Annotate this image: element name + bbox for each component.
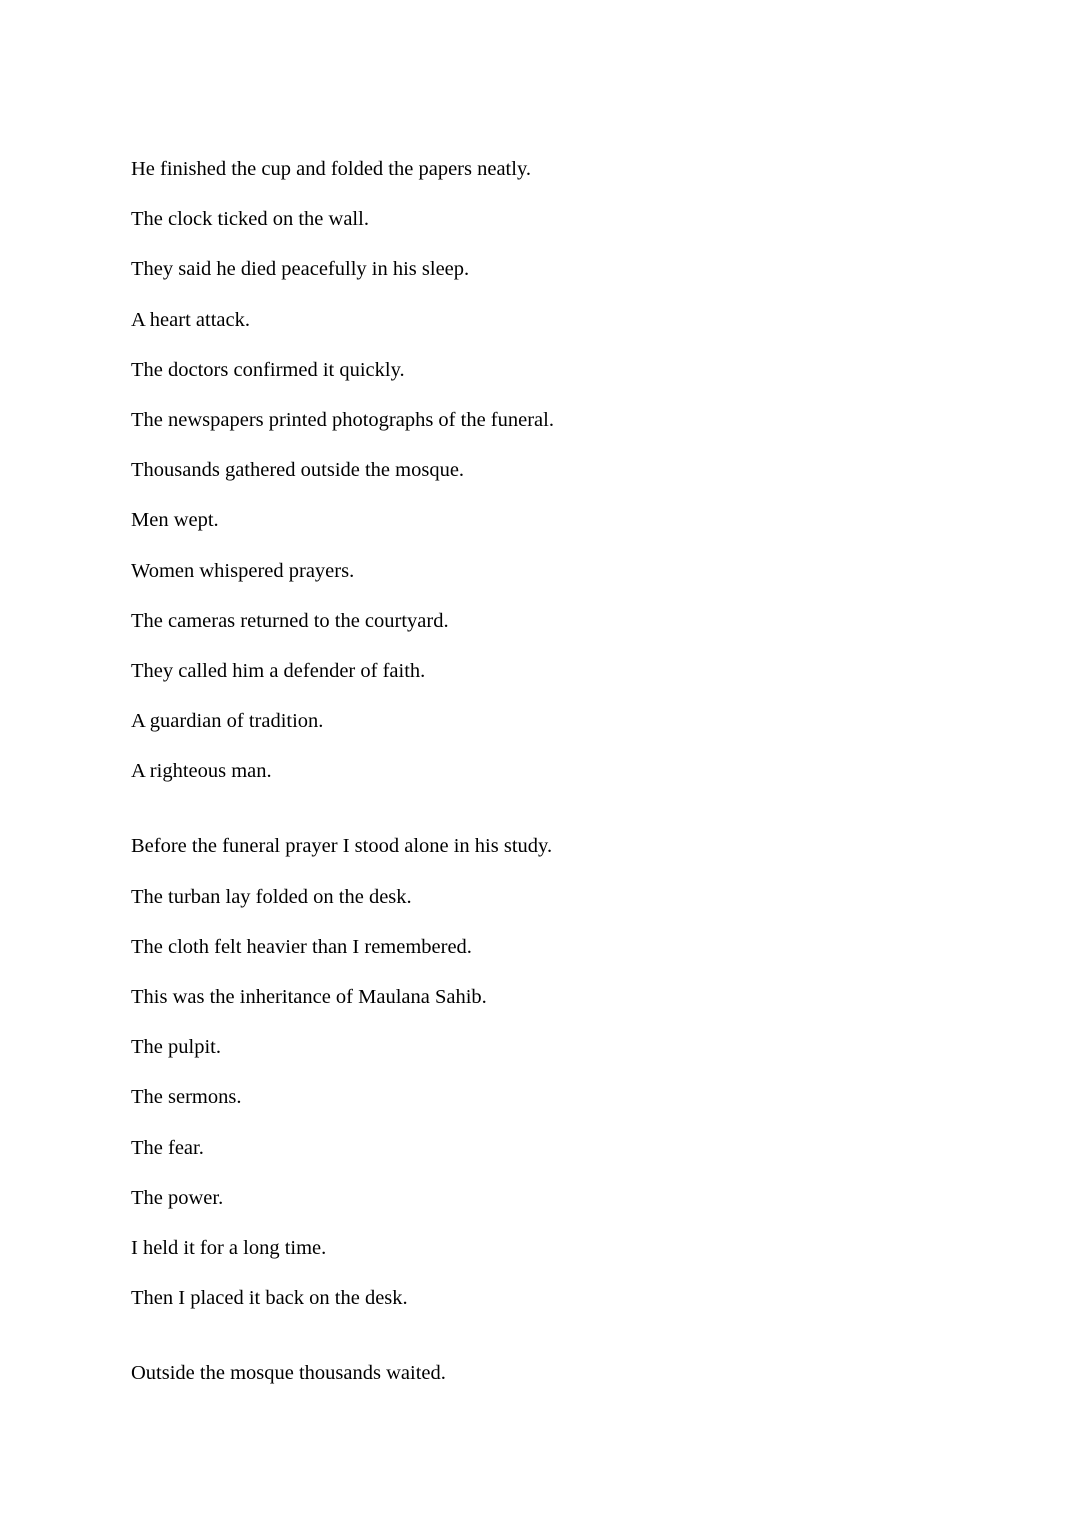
text-line: The cloth felt heavier than I remembered.: [131, 935, 472, 958]
paragraph: [131, 1357, 991, 1407]
text-line: Thousands gathered outside the mosque.: [131, 459, 465, 482]
text-line: I held it for a long time.: [131, 1236, 327, 1259]
text-line: A guardian of tradition.: [131, 710, 324, 733]
text-line: Men wept.: [131, 509, 219, 532]
text-line: Women whispered prayers.: [131, 559, 355, 582]
paragraph-break: [131, 1332, 991, 1357]
text-line: Before the funeral prayer I stood alone in his study.: [131, 835, 553, 858]
paragraph: [131, 153, 991, 805]
text-line: The power.: [131, 1186, 224, 1209]
text-line: The sermons.: [131, 1086, 242, 1109]
text-line: The fear.: [131, 1136, 204, 1159]
text-line: This was the inheritance of Maulana Sahib.: [131, 986, 487, 1008]
text-line: The pulpit.: [131, 1036, 221, 1059]
text-line: They called him a defender of faith.: [131, 659, 426, 682]
paragraph-break: [131, 805, 991, 830]
text-line: The newspapers printed photographs of the funeral.: [131, 408, 554, 431]
text-line: The turban lay folded on the desk.: [131, 885, 412, 908]
text-line: He finished the cup and folded the papers neatly.: [131, 158, 531, 180]
text-line: A righteous man.: [131, 760, 272, 783]
paragraph: [131, 830, 991, 1332]
text-line: The doctors confirmed it quickly.: [131, 358, 405, 381]
text-line: They said he died peacefully in his sleep.: [131, 258, 470, 281]
text-line: Then I placed it back on the desk.: [131, 1287, 408, 1310]
text-line: The clock ticked on the wall.: [131, 208, 369, 231]
text-line: The cameras returned to the courtyard.: [131, 609, 449, 632]
document-body: [131, 153, 991, 1408]
text-line: A heart attack.: [131, 308, 250, 331]
text-line: Outside the mosque thousands waited.: [131, 1362, 446, 1385]
